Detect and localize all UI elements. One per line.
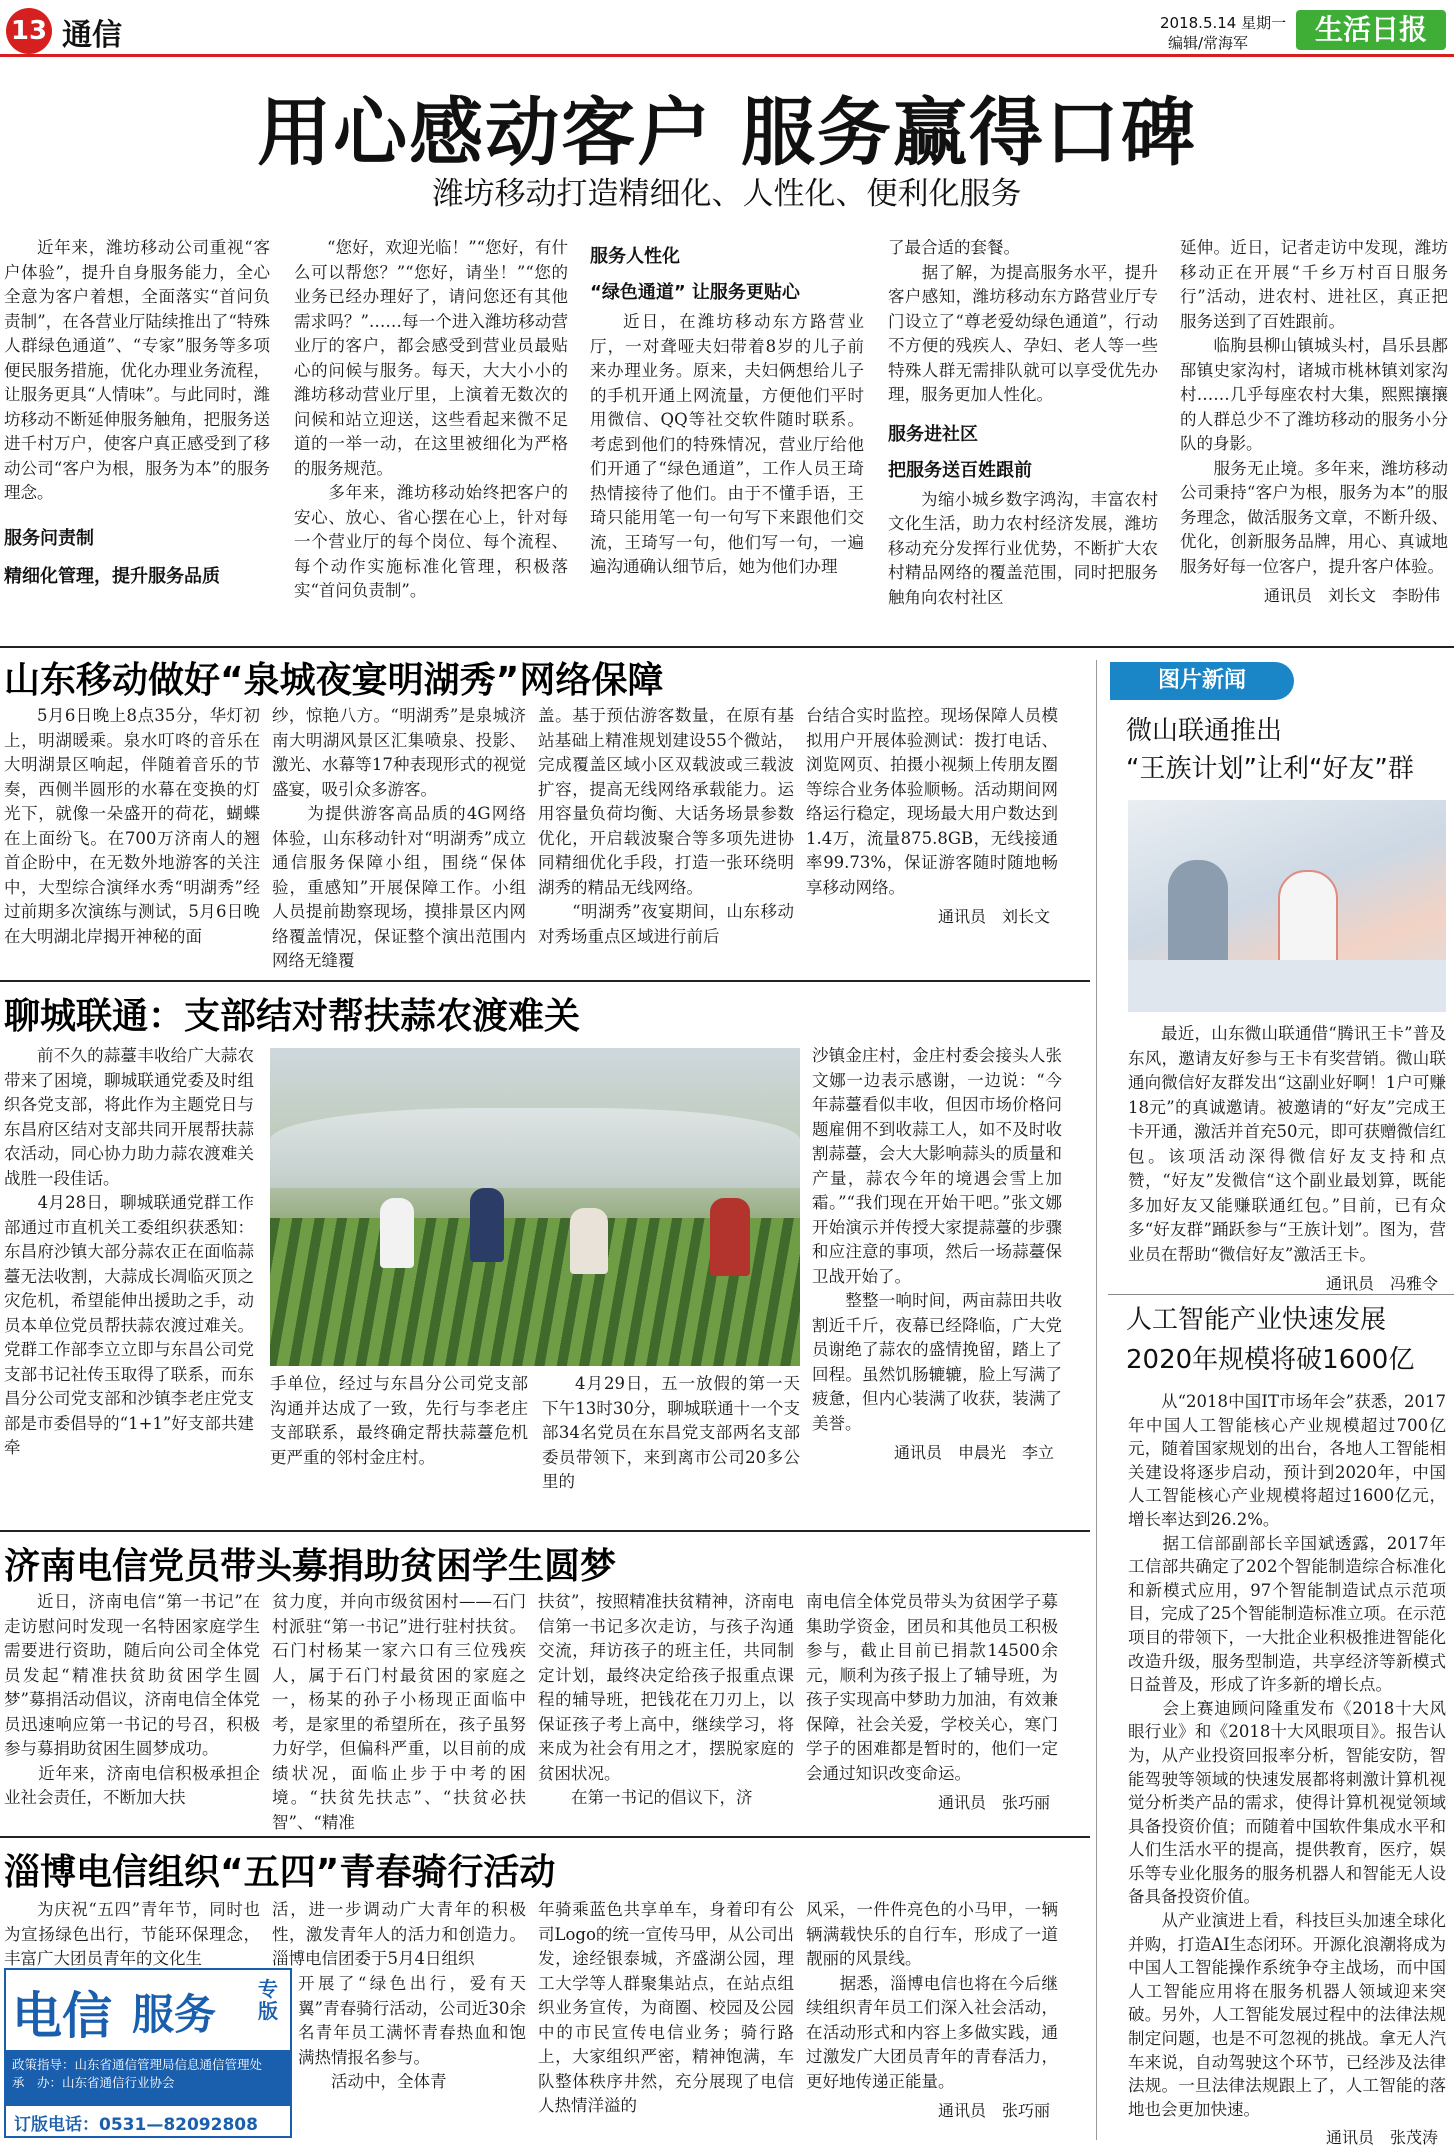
ad-guide-row (12, 2056, 284, 2074)
divider (1108, 1294, 1454, 1295)
article-column (542, 1372, 800, 1495)
lead-text-3: 近日，在潍坊移动东方路营业厅，一对聋哑夫妇带着8岁的儿子前来办理业务。原来，夫妇俩想给儿子的手机开通上网流量，方便他们平时用微信、QQ等社交软件随时联系。考虑到他们的特殊情况，营业厅给他们开通了“绿色通道”，工作人员王琦热情接待了他们。由于不懂手语，王琦只能用笔一句一句写下来跟他们交流，王琦写一句，他们写一句，一遍遍沟通确认细节后，她为他们办理 (590, 312, 864, 576)
divider (0, 1836, 1090, 1838)
lead-section-heading: 服务问责制 (4, 527, 94, 549)
article-text: 手单位，经过与东昌分公司党支部沟通并达成了一致，先行与李老庄支部联系，最终确定帮扶蒜薹危机更严重的邻村金庄村。 (270, 1374, 528, 1467)
photo-news-title-line2: “王族计划”让利“好友”群 (1126, 754, 1414, 784)
article-column (4, 1898, 260, 1972)
article-column (538, 1590, 794, 1811)
ad-host-row (12, 2074, 284, 2092)
article-column (272, 1898, 526, 1972)
ai-article-title (1126, 1300, 1414, 1380)
ad-guide: 山东省通信管理局信息通信管理处 (74, 2057, 263, 2072)
article-credit: 通讯员 刘长文 (937, 907, 1050, 926)
article-text: 前不久的蒜薹丰收给广大蒜农带来了困境，聊城联通党委及时组织各党支部，将此作为主题党日与东昌府区结对支部共同开展帮扶蒜农活动，同心协力助力蒜农渡难关战胜一段佳话。 4月28日，聊城联通党群工作部通过市直机关工委组织获悉知：东昌府沙镇大部分蒜农正在面临蒜薹无法收割，大蒜成长凋临灭顶之灾危机，希望能伸出援助之手，动员本单位党员帮扶蒜农渡过难关。党群工作部李立立即与东昌公司党支部书记社传玉取得了联系，而东昌分公司党支部和沙镇李老庄党支部是市委倡导的“1+1”好支部共建牵 (4, 1046, 254, 1457)
lead-section-subheading: “绿色通道” 让服务更贴心 (590, 282, 800, 303)
article-column (298, 1972, 526, 2095)
lead-section-heading: 服务人性化 (590, 246, 680, 267)
worker-figure (380, 1198, 414, 1268)
article-text: 沙镇金庄村，金庄村委会接头人张文娜一边表示感谢，一边说：“今年蒜薹看似丰收，但因市场价格问题雇佣不到收蒜工人，如不及时收割蒜薹，会大大影响蒜头的质量和产量，蒜农今年的境遇会雪上加霜。”“我们现在开始干吧。”张文娜开始演示并传授大家提蒜薹的步骤和应注意的事项，然后一场蒜薹保卫战开始了。 整整一响时间，两亩蒜田共收割近千斤，夜幕已经降临，广大党员谢绝了蒜农的盛情挽留，踏上了回程。虽然饥肠辘辘，脸上写满了疲惫，但内心装满了收获，装满了美誉。 (812, 1046, 1062, 1433)
page-number-badge: 13 (6, 8, 52, 54)
article-title: 聊城联通：支部结对帮扶蒜农渡难关 (4, 996, 581, 1037)
article-credit: 通讯员 张巧丽 (937, 1793, 1050, 1812)
lead-text-4b: 为缩小城乡数字鸿沟，丰富农村文化生活，助力农村经济发展，潍坊移动充分发挥行业优势，不断扩大农村精品网络的覆盖范围，同时把服务触角向农村社区 (888, 489, 1158, 607)
lead-section-subheading: 把服务送百姓跟前 (888, 459, 1032, 481)
article-column (538, 704, 794, 949)
article-title: 山东移动做好“泉城夜宴明湖秀”网络保障 (4, 660, 664, 701)
article-column (538, 1898, 794, 2119)
ad-phone-row (14, 2110, 258, 2135)
article-text: 扶贫”，按照精准扶贫精神，济南电信第一书记多次走访，与孩子沟通交流，拜访孩子的班主任，共同制定计划，最终决定给孩子报重点课程的辅导班，把钱花在刀刃上，以保证孩子考上高中，继续学习，将来成为社会有用之才，摆脱家庭的贫困状况。 在第一书记的倡议下，济 (538, 1592, 794, 1807)
article-credit: 通讯员 申晨光 李立 (893, 1443, 1054, 1462)
telecom-service-box (4, 1968, 292, 2138)
counter-shape (1128, 960, 1446, 1012)
lead-subtitle: 潍坊移动打造精细化、人性化、便利化服务 (432, 176, 1022, 212)
article-column (4, 704, 260, 949)
lead-section-subheading: 精细化管理，提升服务品质 (4, 565, 220, 587)
article-text: 开展了“绿色出行，爱有天翼”青春骑行活动，公司近30余名青年员工满怀青春热血和饱满热情报名参与。 活动中，全体青 (298, 1974, 526, 2091)
article-text: 为庆祝“五四”青年节，同时也为宣扬绿色出行，节能环保理念，丰富广大团员青年的文化生 (4, 1900, 260, 1968)
article-column (806, 1898, 1058, 2121)
article-text: 纱，惊艳八方。“明湖秀”是泉城济南大明湖风景区汇集喷泉、投影、激光、水幕等17种表现形式的视觉盛宴，吸引众多游客。 为提供游客高品质的4G网络体验，山东移动针对“明湖秀”成立通信服务保障小组，围绕“保体验，重感知”开展保障工作。小组人员提前勘察现场，摸排景区内网络覆盖情况，保证整个演出范围内网络无缝覆 (272, 706, 526, 970)
greenhouse-shape (270, 1108, 800, 1188)
ai-article-column (1128, 1390, 1446, 2148)
divider (0, 646, 1454, 648)
lead-text-4a: 了最合适的套餐。 据了解，为提高服务水平，提升客户感知，潍坊移动东方路营业厅专门设立了“尊老爱幼绿色通道”，行动不方便的残疾人、孕妇、老人等一些特殊人群无需排队就可以享受优先办理，服务更加人性化。 (888, 238, 1158, 404)
lead-credit: 通讯员 刘长文 李盼伟 (1263, 586, 1440, 605)
article-credit: 通讯员 张巧丽 (937, 2101, 1050, 2120)
divider (0, 980, 1090, 982)
article-text: 南电信全体党员带头为贫困学子募集助学资金，团员和其他员工积极参与，截止目前已捐款14500余元，顺利为孩子报上了辅导班，为孩子实现高中梦助力加油，有效兼保障，社会关爱，学校关心，寒门学子的困难都是暂时的，他们一定会通过知识改变命运。 (806, 1592, 1058, 1783)
article-text: 近日，济南电信“第一书记”在走访慰问时发现一名特困家庭学生需要进行资助，随后向公司全体党员发起“精准扶贫助贫困学生圆梦”募捐活动倡议，济南电信全体党员迅速响应第一书记的号召，积极参与募捐助贫困生圆梦成功。 近年来，济南电信积极承担企业社会责任，不断加大扶 (4, 1592, 260, 1807)
store-photo (1128, 800, 1446, 1012)
article-column (812, 1044, 1062, 1463)
ad-info-band (6, 2050, 290, 2106)
photo-news-text: 最近，山东微山联通借“腾讯王卡”普及东风，邀请友好参与王卡有奖营销。微山联通向微信好友群发出“这副业好啊！1户可赚18元”的真诚邀请。被邀请的“好友”完成王卡开通，激活并首充50元，即可获赠微信红包。该项活动深得微信好友支持和点赞，“好友”发微信“这个副业最划算，既能多加好友又能赚联通红包。”目前，已有众多“好友群”踊跃参与“王族计划”。图为，营业员在帮助“微信好友”激活王卡。 (1128, 1024, 1446, 1264)
article-text: 贫力度，并向市级贫困村——石门村派驻“第一书记”进行驻村扶贫。石门村杨某一家六口有三位残疾人，属于石门村最贫困的家庭之一，杨某的孙子小杨现正面临中考，是家里的希望所在，孩子虽努力好学，但偏科严重，以目前的成绩状况，面临止步于中考的困境。“扶贫先扶志”、“扶贫必扶智”、“精准 (272, 1592, 526, 1832)
article-text: 台结合实时监控。现场保障人员模拟用户开展体验测试：拨打电话、浏览网页、拍摄小视频上传朋友圈等综合业务体验顺畅。活动期间网络运行稳定，现场最大用户数达到1.4万，流量875.8GB，无线接通率99.73%，保证游客随时随地畅享移动网络。 (806, 706, 1058, 897)
ad-tag: 专版 (258, 1977, 278, 2023)
lead-title: 用心感动客户 服务赢得口碑 (257, 90, 1197, 176)
lead-section-heading: 服务进社区 (888, 423, 978, 445)
photo-news-title-line1: 微山联通推出 (1126, 716, 1283, 746)
lead-text-2: “您好，欢迎光临！”“您好，有什么可以帮您？”“您好，请坐！”“您的业务已经办理好了，请问您还有其他需求吗？”……每一个进入潍坊移动营业厅的客户，都会感受到营业员最贴心的问候与服务。每天，大大小小的潍坊移动营业厅里，上演着无数次的问候和站立迎送，这些看起来微不足道的一举一动，在这里被细化为严格的服务规范。 多年来，潍坊移动始终把客户的安心、放心、省心摆在心上，针对每一个营业厅的每个岗位、每个流程、每个动作实施标准化管理，积极落实“首问负责制”。 (294, 238, 568, 600)
ad-host-label: 承 办： (12, 2075, 63, 2090)
article-column (806, 704, 1058, 927)
article-text: 盖。基于预估游客数量，在原有基站基础上精准规划建设55个微站，完成覆盖区域小区双载波或三载波扩容，提高无线网络承载能力。运用容量负荷均衡、大话务场景参数优化，开启载波聚合等多项先进协同精细优化手段，打造一张环绕明湖秀的精品无线网络。 “明湖秀”夜宴期间，山东移动对秀场重点区域进行前后 (538, 706, 794, 946)
article-text: 风采，一件件亮色的小马甲，一辆辆满载快乐的自行车，形成了一道靓丽的风景线。 据悉，淄博电信也将在今后继续组织青年员工们深入社会活动，在活动形式和内容上多做实践，通过激发广大团员青年的青春活力，更好地传递正能量。 (806, 1900, 1058, 2091)
ai-article-title-line1: 人工智能产业快速发展 (1126, 1305, 1387, 1335)
section-name: 通信 (62, 18, 122, 53)
garlic-field-photo (270, 1048, 800, 1366)
page-header (0, 0, 1454, 56)
article-column (272, 704, 526, 974)
article-column (806, 1590, 1058, 1813)
header-editor: 编辑/常海军 (1168, 34, 1249, 52)
ad-brand: 电信 (12, 1987, 112, 2045)
lead-column-2 (294, 236, 568, 604)
sidebar-divider (1096, 660, 1097, 2140)
ai-article-credit: 通讯员 张茂涛 (1325, 2128, 1438, 2148)
ad-host: 山东省通信行业协会 (62, 2075, 175, 2090)
lead-text-5: 延伸。近日，记者走访中发现，潍坊移动正在开展“千乡万村百日服务行”活动，进农村、进社区，真正把服务送到了百姓跟前。 临朐县柳山镇城头村，昌乐县鄌郚镇史家沟村，诸城市桃林镇刘家沟村……几乎每座农村大集，熙熙攘攘的人群总少不了潍坊移动的服务小分队的身影。 服务无止境。多年来，潍坊移动公司秉持“客户为根，服务为本”的服务理念，做活服务文章，不断升级、优化，创新服务品牌，用心、真诚地服务好每一位客户，提升客户体验。 (1180, 238, 1448, 576)
header-rule (0, 54, 1454, 57)
article-title: 济南电信党员带头募捐助贫困学生圆梦 (4, 1546, 617, 1587)
ad-phone-label: 订版电话： (14, 2115, 99, 2135)
paper-logo: 生活日报 (1296, 10, 1446, 50)
lead-column-3 (590, 236, 864, 580)
worker-figure (710, 1198, 750, 1276)
lead-text-1: 近年来，潍坊移动公司重视“客户体验”，提升自身服务能力，全心全意为客户着想，全面落实“首问负责制”，在各营业厅陆续推出了“特殊人群绿色通道”、“专家”服务等多项便民服务措施，优化办理业务流程，让服务更具“人情味”。与此同时，潍坊移动不断延伸服务触角，把服务送进千村万户，使客户真正感受到了移动公司“客户为根，服务为本”的服务理念。 (4, 238, 270, 502)
worker-figure (470, 1188, 504, 1262)
article-text: 5月6日晚上8点35分，华灯初上，明湖暖乘。泉水叮咚的音乐在大明湖景区响起，伴随着音乐的节奏，西侧半圆形的水幕在变换的灯光下，就像一朵盛开的荷花，蝴蝶在上面纷飞。在700万济南人的翘首企盼中，在无数外地游客的关注中，大型综合演绎水秀“明湖秀”经过前期多次演练与测试，5月6日晚在大明湖北岸揭开神秘的面 (4, 706, 260, 946)
article-column (270, 1372, 528, 1470)
ad-phone: 0531—82092808 (99, 2115, 258, 2135)
ai-article-title-line2: 2020年规模将破1600亿 (1126, 1345, 1415, 1375)
photo-news-title (1126, 712, 1414, 788)
lead-column-1 (4, 236, 270, 592)
header-date: 2018.5.14 星期一 (1160, 14, 1287, 32)
article-column (4, 1044, 254, 1461)
article-text: 4月29日，五一放假的第一天下午13时30分，聊城联通十一个支部34名党员在东昌党支部两名支部委员带领下，来到离市公司20多公里的 (542, 1374, 800, 1491)
sidebar-tag: 图片新闻 (1110, 662, 1294, 700)
article-text: 活，进一步调动广大青年的积极性，激发青年人的活力和创造力。淄博电信团委于5月4日组织 (272, 1900, 526, 1968)
photo-news-column (1128, 1022, 1446, 1294)
divider (0, 1530, 1090, 1532)
ad-service: 服务 (132, 1990, 217, 2039)
lead-column-4 (888, 236, 1158, 610)
worker-figure (570, 1208, 608, 1274)
article-column (272, 1590, 526, 1835)
ai-article-text: 从“2018中国IT市场年会”获悉，2017年中国人工智能核心产业规模超过700亿元，随着国家规划的出台，各地人工智能相关建设将逐步启动，预计到2020年，中国人工智能核心产业规模将超过1600亿元，增长率达到26.2%。 据工信部副部长辛国斌透露，2017年工信部共确定了202个智能制造综合标准化和新模式应用，97个智能制造试点示范项目，完成了25个智能制造标准立项。在示范项目的带领下，一大批企业积极推进智能化改造升级，服务型制造，共享经济等新模式日益普及，形成了许多新的增长点。 会上赛迪顾问隆重发布《2018十大风眼行业》和《2018十大风眼项目》。报告认为，从产业投资回报率分析，智能安防，智能驾驶等领域的快速发展都将刺激计算机视觉分析类产品的需求，使得计算机视觉领域具备投资价值；而随着中国软件集成水平和人们生活水平的提高，提供教育，医疗，娱乐等专业化服务的服务机器人和智能无人设备具备投资价值。 从产业演进上看，科技巨头加速全球化并购，打造AI生态闭环。开源化浪潮将成为中国人工智能操作系统争夺主战场，而中国人工智能应用将在服务机器人领域迎来突破。另外，人工智能发展过程中的法律法规制定问题，也是不可忽视的挑战。拿无人汽车来说，自动驾驶这个环节，已经涉及法律法规。一旦法律法规跟上了，人工智能的落地也会更加快速。 (1128, 1392, 1446, 2119)
article-text: 年骑乘蓝色共享单车，身着印有公司Logo的统一宣传马甲，从公司出发，途经银泰城，齐盛湖公园，理工大学等人群聚集站点，在站点组织业务宣传，为商圈、校园及公园中的市民宣传电信业务；骑行路上，大家组织严密，精神饱满，车队整体秩序井然，充分展现了电信人热情洋溢的 (538, 1900, 794, 2115)
ad-guide-label: 政策指导： (12, 2057, 75, 2072)
article-title: 淄博电信组织“五四”青春骑行活动 (4, 1852, 556, 1893)
article-column (4, 1590, 260, 1811)
photo-news-credit: 通讯员 冯雅令 (1325, 1274, 1438, 1293)
lead-column-5 (1180, 236, 1448, 606)
